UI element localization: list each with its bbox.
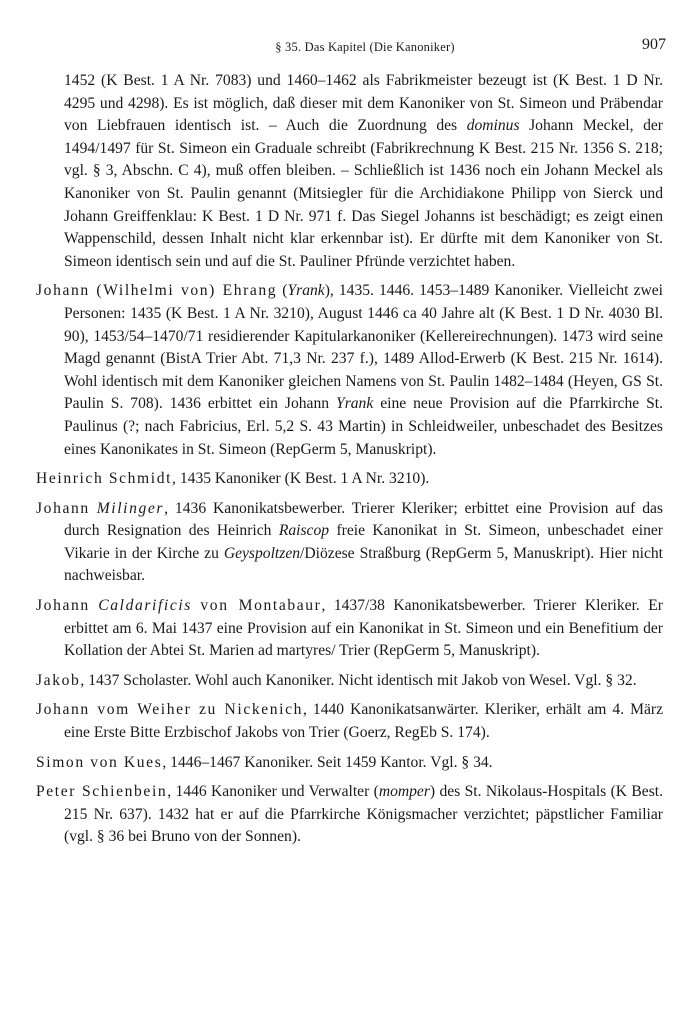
page-number: 907 (642, 36, 666, 53)
entry-simon-von-kues (36, 752, 663, 775)
italic-term: Yrank (336, 395, 374, 413)
entry-name-italic: Milinger (96, 499, 165, 517)
entry-johann-milinger (36, 498, 663, 588)
entry-name: Johann vom Weiher zu Nickenich (36, 701, 304, 719)
entry-name: Johann (36, 499, 90, 517)
entry-text: freie Kanonikat in St. Simeon, unbeschadet einer Vikarie in der Kirche zu (64, 522, 664, 562)
entry-name: Peter Schienbein (36, 783, 168, 801)
entry-name-italic: Caldarificis (98, 597, 192, 615)
entry-text: ), 1435. 1446. 1453–1489 Kanoniker. Vielleicht zwei Personen: 1435 (K Best. 1 A Nr. 3210), August 1446 ca 40 Jahre alt (K Best. 1 D Nr. 4030 Bl. 90), 1453/54–1470/71 residierender Kapitularkanoniker (Kellereirechnungen). 1473 wird seine Magd genannt (BistA Trier Abt. 71,3 Nr. 237 f.), 1489 Allod-Erwerb (K Best. 215 Nr. 1614). Wohl identisch mit dem Kanoniker gleichen Namens von St. Paulin 1482–1484 (Heyen, GS St. Paulin S. 708). 1436 erbittet ein Johann (64, 282, 664, 413)
paragraph-text: 1452 (K Best. 1 A Nr. 7083) und 1460–1462 als Fabrikmeister bezeugt ist (K Best. 1 D Nr. 4295 und 4298). Es ist möglich, daß dieser mit dem Kanoniker von St. Simeon und Präbendar von Liebfrauen identisch ist. – Auch die Zuordnung des (64, 72, 663, 135)
entry-text: /Diözese Straßburg (RepGerm 5, Manuskript). Hier nicht nachweisbar. (64, 544, 663, 585)
paragraph-text: Johann Meckel, der 1494/1497 für St. Simeon ein Graduale schreibt (Fabrikrechnung K Best. 215 Nr. 1356 S. 218; vgl. § 3, Abschn. C 4), muß offen bleiben. – Schließlich ist 1436 noch ein Johann Meckel als Kanoniker von St. Paulin genannt (Mitsiegler für die Archidiakone Philipp von Sierck und Johann Greiffenklau: K Best. 1 D Nr. 971 f. Das Siegel Johanns ist beschädigt; es zeigt einen Wappenschild, dessen Inhalt nicht klar erkennbar ist). Er dürfte mit dem Kanoniker von St. Simeon identisch sein und auf die St. Pauliner Pfründe verzichtet haben. (64, 117, 663, 270)
entry-text: , 1437/38 Kanonikatsbewerber. Trierer Kleriker. Er erbittet am 6. Mai 1437 eine Provision auf ein Kanonikat in St. Simeon und ein Benefitium der Kollation der Abtei St. Marien ad martyres/ Trier (RepGerm 5, Manuskript). (64, 597, 663, 660)
page-body (36, 70, 663, 849)
entry-name: Johann (36, 597, 90, 615)
italic-term: dominus (466, 117, 520, 135)
entry-text: , 1446–1467 Kanoniker. Seit 1459 Kantor. Vgl. § 34. (162, 753, 493, 771)
italic-term: Raiscop (278, 522, 330, 540)
entry-text: ) des St. Nikolaus-Hospitals (K Best. 215 Nr. 637). 1432 hat er auf die Pfarrkirche Königsmacher verzichtet; päpstlicher Familiar (vgl. § 36 bei Bruno von der Sonnen). (64, 783, 663, 846)
entry-name: Johann (Wilhelmi von) Ehrang (36, 282, 278, 300)
entry-text: , 1440 Kanonikatsanwärter. Kleriker, erhält am 4. März eine Erste Bitte Erzbischof Jakobs von Trier (Goerz, RegEb S. 174). (64, 701, 663, 742)
italic-term: Geyspoltzen (223, 544, 301, 562)
running-title: § 35. Das Kapitel (Die Kanoniker) (275, 40, 455, 54)
italic-term: Yrank (287, 282, 325, 300)
entry-text: eine neue Provision auf die Pfarrkirche St. Paulinus (?; nach Fabricius, Erl. 5,2 S. 43 Martin) in Schleidweiler, unbeschadet des Besitzes eines Kanonikates in St. Simeon (RepGerm 5, Manuskript). (64, 395, 663, 458)
entry-name: Heinrich Schmidt (36, 470, 173, 488)
entry-name: von Montabaur (200, 597, 322, 615)
entry-johann-vom-weiher (36, 699, 663, 744)
entry-johann-caldarificis (36, 595, 663, 663)
entry-text: , 1435 Kanoniker (K Best. 1 A Nr. 3210). (172, 470, 430, 488)
entry-text: , 1446 Kanoniker und Verwalter ( (167, 783, 379, 801)
entry-name: Jakob (36, 671, 81, 689)
entry-text: , 1437 Scholaster. Wohl auch Kanoniker. Nicht identisch mit Jakob von Wesel. Vgl. § 32. (80, 671, 637, 689)
entry-jakob (36, 670, 663, 693)
italic-term: momper (378, 783, 430, 801)
running-header (64, 36, 666, 58)
entry-text: , 1436 Kanonikatsbewerber. Trierer Kleriker; erbittet eine Provision auf das durch Resignation des Heinrich (64, 499, 663, 540)
entry-text: ( (277, 282, 288, 300)
entry-heinrich-schmidt (36, 468, 663, 491)
continued-paragraph (36, 70, 663, 273)
entry-name: Simon von Kues (36, 753, 163, 771)
entry-peter-schienbein (36, 781, 663, 849)
entry-johann-ehrang (36, 280, 663, 461)
